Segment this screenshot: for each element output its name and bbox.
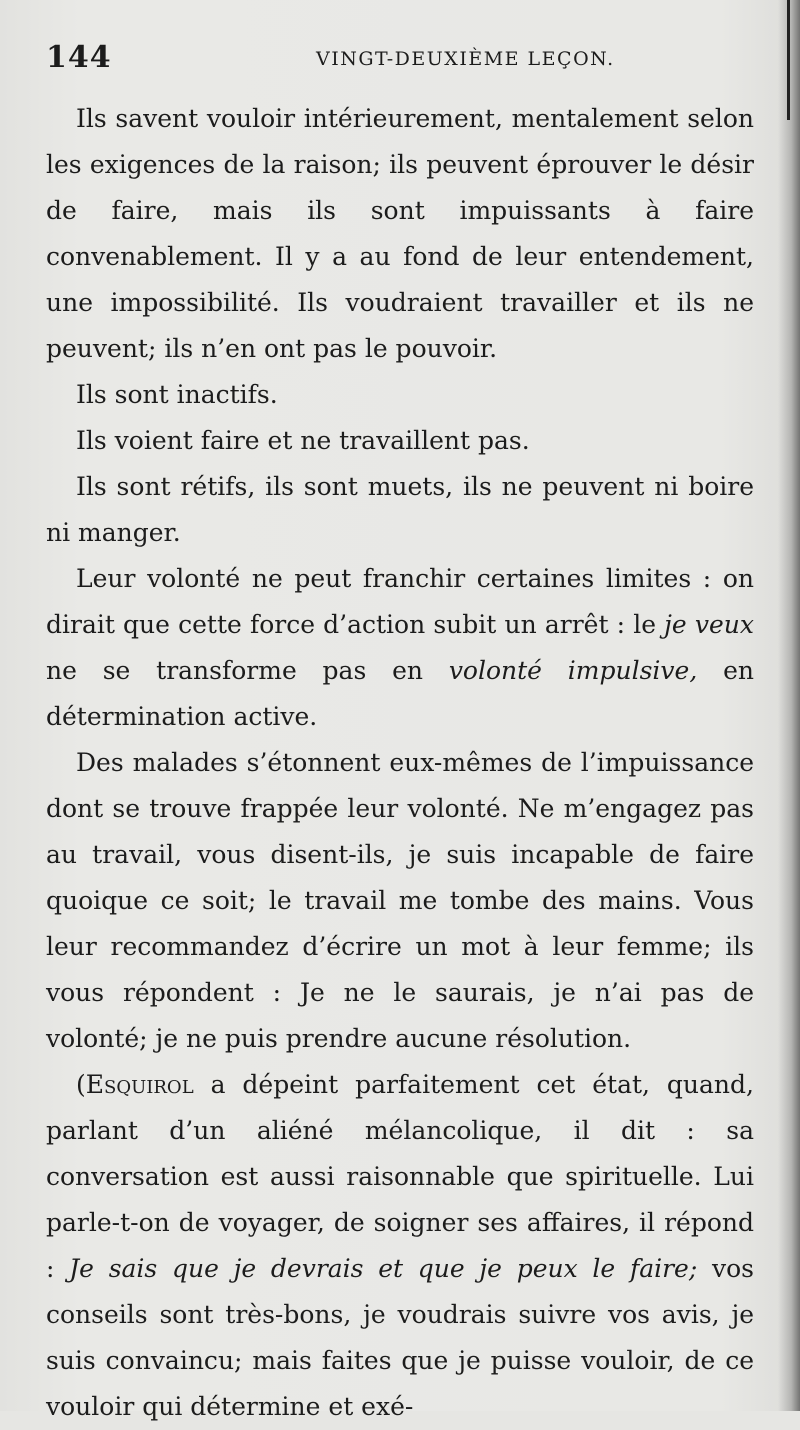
paragraph-2: Ils sont inactifs. [76,380,278,409]
page-edge-shadow [778,0,800,1411]
paragraph-5 [46,556,754,740]
paragraph-6: Des malades s’étonnent eux-mêmes de l’impuissance dont se trouve frappée leur volonté. Ne m’engagez pas au travail, vous disent-ils, je suis incapable de faire quoique ce soit; le travail me tombe des mains. Vous leur recommandez d’écrire un mot à leur femme; ils vous répondent : Je ne le saurais, je n’ai pas de volonté; je ne puis prendre aucune résolution. [46,748,754,1053]
paragraph-5-text-a: Leur volonté ne peut franchir certaines limites : on dirait que cette force d’action subit un arrêt : le [46,564,754,639]
paragraph-4: Ils sont rétifs, ils sont muets, ils ne peuvent ni boire ni manger. [46,472,754,547]
paragraph-5-text-c: ne se transforme pas en [46,656,449,685]
page-header [46,40,750,80]
paragraph-3: Ils voient faire et ne travaillent pas. [76,426,530,455]
page-body [46,96,754,1430]
paragraph-7-text-c: a dépeint parfaitement cet état, quand, parlant d’un aliéné mélancolique, il dit : sa conversation est aussi raisonnable que spirituelle. Lui parle-t-on de voyager, de soigner ses affaires, il répond : [46,1070,754,1283]
paragraph-7-author-name: Esquirol [85,1070,194,1099]
paragraph-1: Ils savent vouloir intérieurement, mentalement selon les exigences de la raison; ils peuvent éprouver le désir de faire, mais ils sont impuissants à faire convenablement. Il y a au fond de leur entendement, une impossibilité. Ils voudraient travailler et ils ne peuvent; ils n’en ont pas le pouvoir. [46,104,754,363]
binding-line [787,0,790,120]
paragraph-5-italic-volonte: volonté impulsive, [448,656,698,685]
running-head: VINGT-DEUXIÈME LEÇON. [316,48,615,70]
page-number: 144 [46,40,112,75]
paragraph-7-text-e: vos conseils sont très-bons, je voudrais suivre vos avis, je suis convaincu; mais faites que je puisse vouloir, de ce vouloir qui détermine et exé- [46,1254,754,1421]
paragraph-7 [46,1062,754,1430]
paragraph-7-italic-quote: Je sais que je devrais et que je peux le faire; [69,1254,698,1283]
paragraph-5-text-e: en détermination active. [46,656,755,731]
paragraph-7-text-a: ( [76,1070,86,1099]
paragraph-5-italic-je-veux: je veux [664,610,754,639]
